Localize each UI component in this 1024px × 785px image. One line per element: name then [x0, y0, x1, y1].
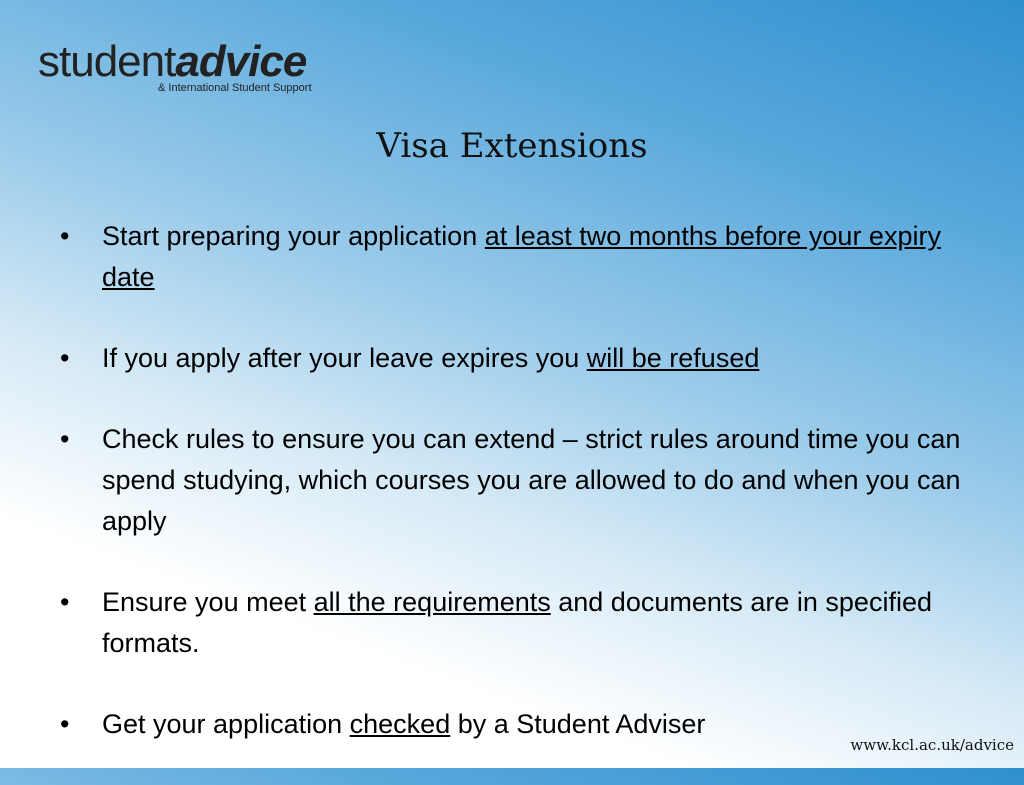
- slide-title: Visa Extensions: [376, 126, 648, 166]
- bullet-text: Get your application: [102, 709, 350, 739]
- bullet-list: [58, 216, 978, 785]
- bullet-dot: •: [60, 343, 70, 373]
- bullet-dot: •: [60, 709, 70, 739]
- bullet-emphasis-text: all the requirements: [313, 587, 551, 617]
- bullet-text: and documents are in specified formats.: [102, 587, 932, 658]
- bullet-text: Ensure you meet: [102, 587, 314, 617]
- bullet-emphasis-text: will be refused: [586, 343, 760, 373]
- bullet-emphasis-text: checked: [349, 709, 451, 739]
- student-advice-logo: [38, 38, 338, 98]
- bullet-text: by a Student Adviser: [450, 709, 706, 739]
- footer-url: www.kcl.ac.uk/advice: [850, 736, 1014, 754]
- bullet-item: [58, 582, 978, 664]
- bullet-item: [58, 338, 978, 379]
- bullet-text: Start preparing your application: [102, 221, 485, 251]
- logo-word-advice: advice: [175, 37, 307, 86]
- bullet-dot: •: [60, 221, 70, 251]
- bullet-emphasis-text: at least two months before your expiry date: [102, 221, 941, 292]
- bullet-item: [58, 704, 978, 745]
- bullet-dot: •: [60, 424, 70, 454]
- bullet-dot: •: [60, 587, 70, 617]
- bullet-item: [58, 216, 978, 298]
- logo-subtitle: & International Student Support: [158, 82, 312, 94]
- bullet-text: Check rules to ensure you can extend – strict rules around time you can spend studying, which courses you are allowed to do and when you can apply: [102, 424, 961, 536]
- bullet-item: [58, 419, 978, 542]
- logo-word-student: student: [38, 37, 176, 86]
- logo-wordmark: [38, 38, 338, 86]
- bullet-text: If you apply after your leave expires you: [102, 343, 587, 373]
